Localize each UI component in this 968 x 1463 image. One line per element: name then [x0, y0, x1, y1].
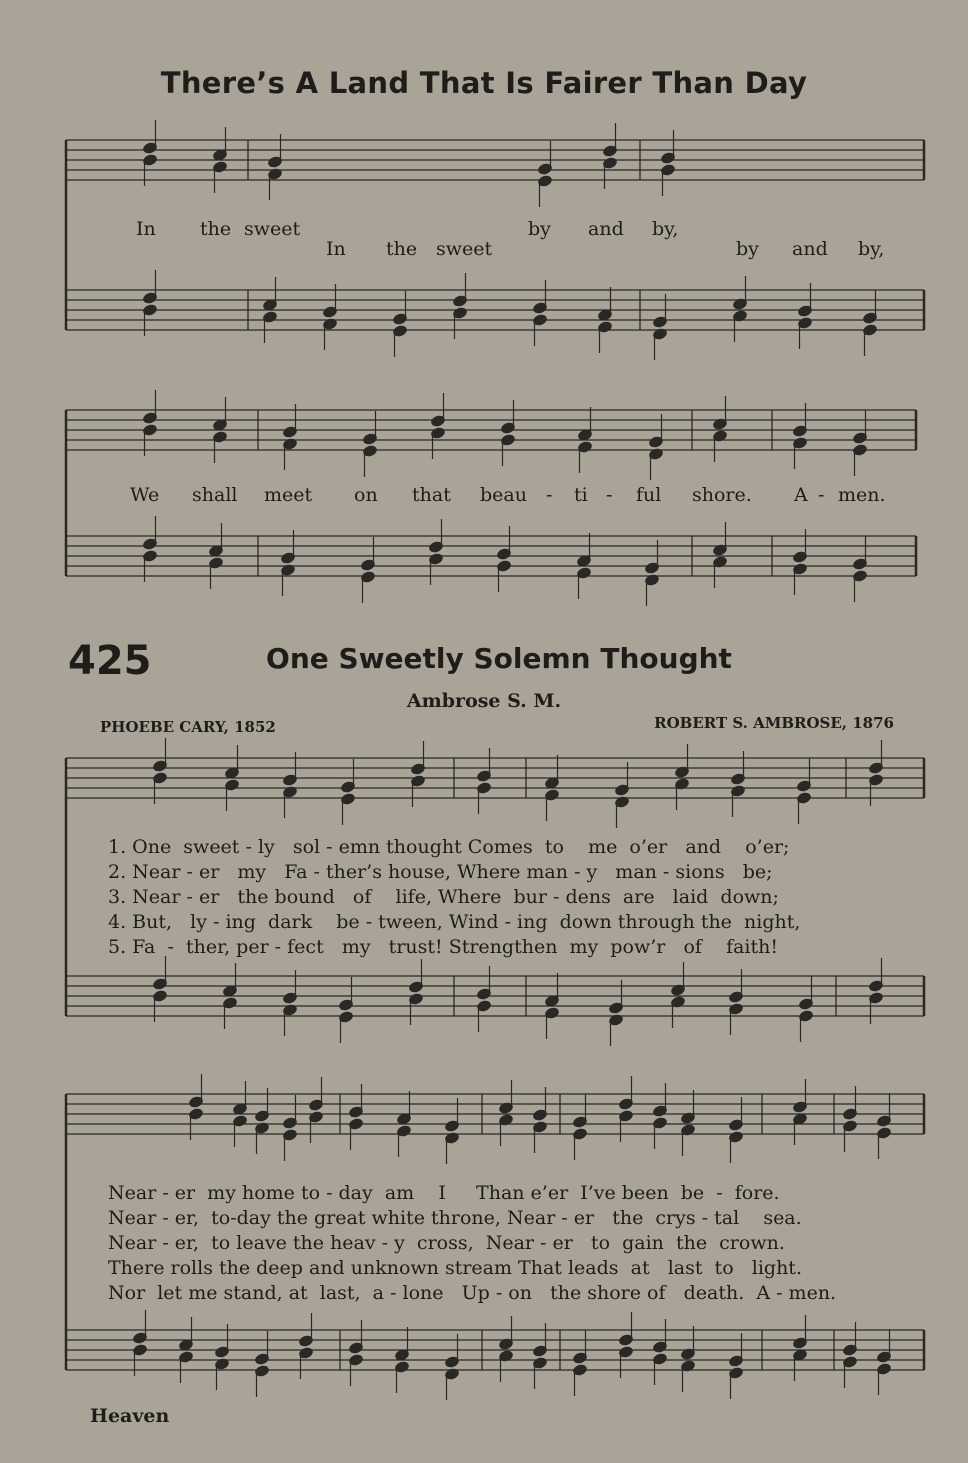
- lyric-word: by,: [858, 238, 885, 260]
- lyric-word: sweet: [436, 238, 493, 260]
- lyric-word: men.: [838, 484, 886, 506]
- lyric-word: by: [528, 218, 551, 240]
- verse-line: 3. Near - er the bound of life, Where bur - dens are laid down;: [108, 886, 779, 908]
- tune-name: Ambrose S. M.: [406, 690, 562, 712]
- verse-line: There rolls the deep and unknown stream That leads at last to light.: [108, 1257, 802, 1279]
- treble-staff: [66, 136, 924, 189]
- hymn-title: One Sweetly Solemn Thought: [266, 642, 732, 675]
- lyric-word: -: [606, 484, 613, 506]
- lyric-word: A: [794, 484, 808, 506]
- lyric-word: ful: [636, 484, 662, 506]
- key-signature-sharp: ♯: [102, 1339, 110, 1358]
- lyric-word: the: [386, 238, 418, 260]
- bass-clef-icon: 𝄢: [70, 287, 90, 322]
- key-signature-sharp: ♯: [102, 755, 110, 774]
- lyric-word: We: [130, 484, 160, 506]
- verse-line: 5. Fa - ther, per - fect my trust! Strengthen my pow’r of faith!: [108, 936, 779, 958]
- key-signature-sharp: ♯: [102, 299, 110, 318]
- lyric-word: and: [792, 238, 828, 260]
- hymn-number: 425: [68, 638, 152, 684]
- time-signature: 4: [122, 978, 135, 999]
- lyric-word: meet: [264, 484, 313, 506]
- time-signature: 4: [122, 780, 135, 801]
- lyric-word: the: [200, 218, 232, 240]
- lyric-word: shore.: [692, 484, 752, 506]
- lyric-word: In: [136, 218, 156, 240]
- treble-clef-icon: 𝄞: [70, 1090, 97, 1141]
- verse-line: Near - er my home to - day am I Than e’er I’ve been be - fore.: [108, 1182, 780, 1204]
- bass-staff: [66, 1327, 924, 1370]
- lyric-word: and: [588, 218, 624, 240]
- lyric-word: ti: [574, 484, 588, 506]
- verse-line: 1. One sweet - ly sol - emn thought Comes to me o’er and o’er;: [108, 836, 790, 858]
- verse-line: Near - er, to-day the great white throne, Near - er the crys - tal sea.: [108, 1207, 802, 1229]
- treble-staff: [66, 406, 916, 459]
- lyric-word: by: [736, 238, 759, 260]
- treble-clef-icon: 𝄞: [70, 406, 97, 457]
- verse-line: 2. Near - er my Fa - ther’s house, Where man - y man - sions be;: [108, 861, 773, 883]
- verse-line: Nor let me stand, at last, a - lone Up - on the shore of death. A - men.: [108, 1282, 837, 1304]
- time-signature: 4: [122, 998, 135, 1019]
- hymn-title-top: There’s A Land That Is Fairer Than Day: [160, 66, 808, 100]
- lyric-word: that: [412, 484, 451, 506]
- lyric-word: shall: [192, 484, 238, 506]
- treble-clef-icon: 𝄞: [70, 136, 97, 187]
- key-signature-sharp: ♯: [102, 545, 110, 564]
- lyric-word: -: [818, 484, 825, 506]
- verse-line: Near - er, to leave the heav - y cross, Near - er to gain the crown.: [108, 1232, 785, 1254]
- bass-clef-icon: 𝄢: [70, 533, 90, 568]
- lyric-word: sweet: [244, 218, 301, 240]
- lyric-word: -: [546, 484, 553, 506]
- verse-line: 4. But, ly - ing dark be - tween, Wind - ing down through the night,: [108, 911, 801, 933]
- lyric-word: by,: [652, 218, 679, 240]
- bass-staff: [66, 973, 924, 1016]
- bass-staff: [66, 533, 916, 576]
- treble-clef-icon: 𝄞: [70, 754, 97, 805]
- composer-credit: ROBERT S. AMBROSE, 1876: [654, 714, 894, 732]
- key-signature-sharp: ♯: [102, 137, 110, 156]
- time-signature: 4: [122, 760, 135, 781]
- key-signature-sharp: ♯: [102, 1091, 110, 1110]
- bass-clef-icon: 𝄢: [70, 973, 90, 1008]
- key-signature-sharp: ♯: [102, 407, 110, 426]
- bass-clef-icon: 𝄢: [70, 1327, 90, 1362]
- key-signature-sharp: ♯: [102, 985, 110, 1004]
- lyric-word: In: [326, 238, 346, 260]
- lyric-word: beau: [480, 484, 527, 506]
- topic-footer: Heaven: [90, 1405, 170, 1427]
- bass-staff: [66, 287, 924, 330]
- author-credit: PHOEBE CARY, 1852: [100, 718, 276, 736]
- lyric-word: on: [354, 484, 378, 506]
- treble-staff: [66, 754, 924, 807]
